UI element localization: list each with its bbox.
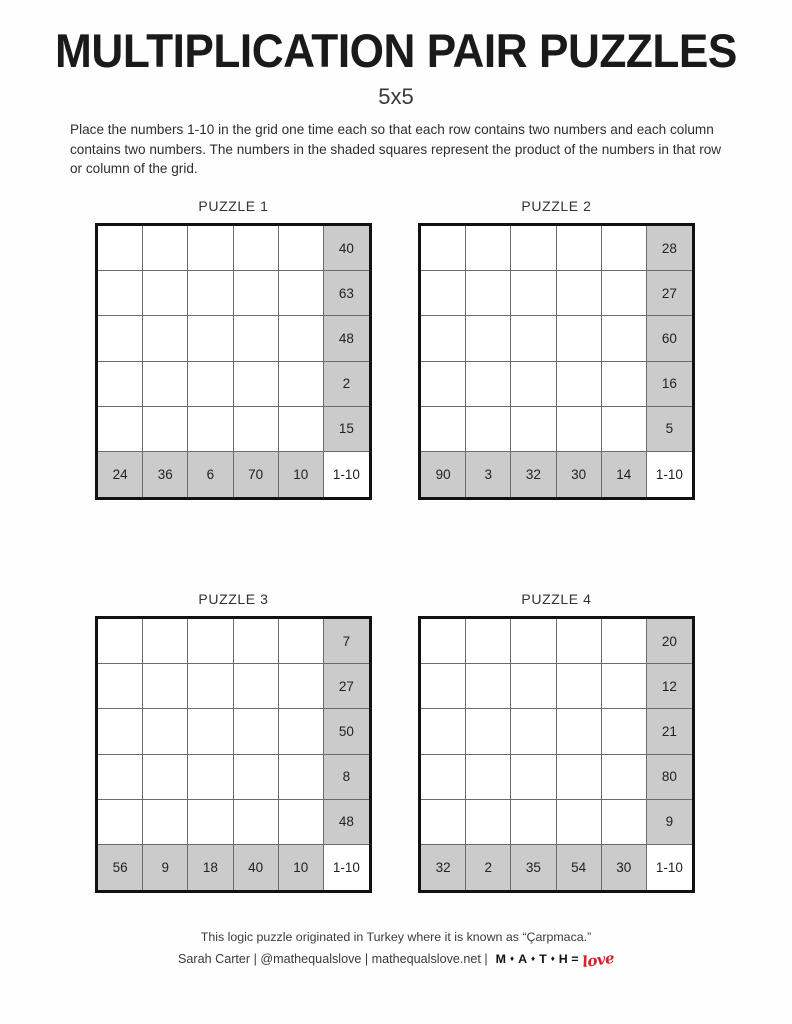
entry-cell[interactable] (602, 271, 647, 316)
entry-cell[interactable] (98, 709, 143, 754)
range-corner-cell: 1-10 (647, 452, 692, 497)
entry-cell[interactable] (279, 619, 324, 664)
puzzle-grid-2[interactable] (418, 223, 695, 500)
column-product-cell: 36 (143, 452, 188, 497)
entry-cell[interactable] (511, 664, 556, 709)
column-product-cell: 30 (602, 845, 647, 890)
column-product-cell: 24 (98, 452, 143, 497)
column-product-cell: 14 (602, 452, 647, 497)
row-product-cell: 20 (647, 619, 692, 664)
entry-cell[interactable] (421, 407, 466, 452)
entry-cell[interactable] (188, 271, 233, 316)
row-product-cell: 63 (324, 271, 369, 316)
entry-cell[interactable] (511, 619, 556, 664)
entry-cell[interactable] (98, 362, 143, 407)
entry-cell[interactable] (602, 619, 647, 664)
row-product-cell: 40 (324, 226, 369, 271)
range-corner-cell: 1-10 (324, 845, 369, 890)
row-product-cell: 27 (324, 664, 369, 709)
entry-cell[interactable] (188, 407, 233, 452)
column-product-cell: 35 (511, 845, 556, 890)
footer-credit-line (0, 948, 792, 972)
entry-cell[interactable] (466, 226, 511, 271)
entry-cell[interactable] (602, 709, 647, 754)
row-product-cell: 2 (324, 362, 369, 407)
column-product-cell: 10 (279, 452, 324, 497)
column-product-cell: 54 (557, 845, 602, 890)
logo-letter-m: M (495, 952, 507, 966)
entry-cell[interactable] (602, 664, 647, 709)
entry-cell[interactable] (557, 271, 602, 316)
entry-cell[interactable] (143, 226, 188, 271)
entry-cell[interactable] (98, 407, 143, 452)
column-product-cell: 70 (234, 452, 279, 497)
entry-cell[interactable] (421, 362, 466, 407)
entry-cell[interactable] (557, 362, 602, 407)
column-product-cell: 18 (188, 845, 233, 890)
entry-cell[interactable] (466, 619, 511, 664)
entry-cell[interactable] (188, 664, 233, 709)
puzzle-label-3: PUZZLE 3 (198, 591, 269, 607)
entry-cell[interactable] (143, 619, 188, 664)
entry-cell[interactable] (421, 316, 466, 361)
entry-cell[interactable] (602, 316, 647, 361)
entry-cell[interactable] (279, 800, 324, 845)
row-product-cell: 16 (647, 362, 692, 407)
entry-cell[interactable] (421, 619, 466, 664)
column-product-cell: 90 (421, 452, 466, 497)
puzzle-grid-1[interactable] (95, 223, 372, 500)
entry-cell[interactable] (602, 800, 647, 845)
entry-cell[interactable] (466, 755, 511, 800)
logo-letter-h: H (558, 952, 569, 966)
row-product-cell: 50 (324, 709, 369, 754)
entry-cell[interactable] (143, 407, 188, 452)
entry-cell[interactable] (279, 362, 324, 407)
row-product-cell: 5 (647, 407, 692, 452)
entry-cell[interactable] (188, 362, 233, 407)
entry-cell[interactable] (234, 709, 279, 754)
column-product-cell: 32 (421, 845, 466, 890)
entry-cell[interactable] (279, 316, 324, 361)
puzzle-block-4 (418, 591, 695, 893)
puzzle-block-2 (418, 198, 695, 500)
entry-cell[interactable] (557, 619, 602, 664)
logo-love-script: love (581, 948, 616, 972)
entry-cell[interactable] (511, 755, 556, 800)
math-equals-love-logo (495, 948, 616, 972)
page-title: MULTIPLICATION PAIR PUZZLES (55, 24, 737, 77)
row-product-cell: 27 (647, 271, 692, 316)
entry-cell[interactable] (602, 226, 647, 271)
entry-cell[interactable] (188, 226, 233, 271)
entry-cell[interactable] (234, 800, 279, 845)
column-product-cell: 6 (188, 452, 233, 497)
entry-cell[interactable] (234, 362, 279, 407)
entry-cell[interactable] (421, 755, 466, 800)
entry-cell[interactable] (143, 800, 188, 845)
column-product-cell: 10 (279, 845, 324, 890)
column-product-cell: 2 (466, 845, 511, 890)
logo-letter-a: A (518, 952, 528, 966)
entry-cell[interactable] (143, 316, 188, 361)
entry-cell[interactable] (421, 664, 466, 709)
logo-equals-sign: = (571, 952, 579, 966)
entry-cell[interactable] (234, 407, 279, 452)
entry-cell[interactable] (188, 619, 233, 664)
diamond-icon: ♦ (531, 953, 536, 963)
puzzle-block-3 (95, 591, 372, 893)
column-product-cell: 32 (511, 452, 556, 497)
entry-cell[interactable] (466, 407, 511, 452)
entry-cell[interactable] (279, 226, 324, 271)
entry-cell[interactable] (98, 271, 143, 316)
entry-cell[interactable] (466, 664, 511, 709)
puzzle-block-1 (95, 198, 372, 500)
row-product-cell: 60 (647, 316, 692, 361)
row-product-cell: 28 (647, 226, 692, 271)
entry-cell[interactable] (421, 800, 466, 845)
footer (0, 930, 792, 972)
entry-cell[interactable] (143, 709, 188, 754)
entry-cell[interactable] (188, 316, 233, 361)
entry-cell[interactable] (557, 407, 602, 452)
entry-cell[interactable] (557, 755, 602, 800)
entry-cell[interactable] (143, 755, 188, 800)
column-product-cell: 3 (466, 452, 511, 497)
range-corner-cell: 1-10 (647, 845, 692, 890)
diamond-icon: ♦ (550, 953, 556, 963)
row-product-cell: 48 (324, 316, 369, 361)
entry-cell[interactable] (602, 755, 647, 800)
entry-cell[interactable] (557, 664, 602, 709)
entry-cell[interactable] (143, 271, 188, 316)
row-product-cell: 80 (647, 755, 692, 800)
puzzle-grid-4[interactable] (418, 616, 695, 893)
entry-cell[interactable] (279, 664, 324, 709)
footer-origin-note: This logic puzzle originated in Turkey where it is known as “Çarpmaca.” (200, 930, 592, 944)
entry-cell[interactable] (98, 800, 143, 845)
entry-cell[interactable] (511, 407, 556, 452)
column-product-cell: 9 (143, 845, 188, 890)
entry-cell[interactable] (466, 800, 511, 845)
entry-cell[interactable] (234, 664, 279, 709)
column-product-cell: 30 (557, 452, 602, 497)
entry-cell[interactable] (421, 709, 466, 754)
entry-cell[interactable] (188, 755, 233, 800)
row-product-cell: 8 (324, 755, 369, 800)
entry-cell[interactable] (421, 226, 466, 271)
page-subtitle: 5x5 (378, 84, 414, 109)
entry-cell[interactable] (511, 362, 556, 407)
entry-cell[interactable] (279, 271, 324, 316)
entry-cell[interactable] (511, 709, 556, 754)
entry-cell[interactable] (234, 619, 279, 664)
entry-cell[interactable] (234, 226, 279, 271)
entry-cell[interactable] (98, 755, 143, 800)
row-product-cell: 21 (647, 709, 692, 754)
entry-cell[interactable] (98, 619, 143, 664)
diamond-icon: ♦ (509, 953, 515, 963)
entry-cell[interactable] (557, 226, 602, 271)
entry-cell[interactable] (557, 709, 602, 754)
entry-cell[interactable] (143, 362, 188, 407)
column-product-cell: 56 (98, 845, 143, 890)
entry-cell[interactable] (602, 407, 647, 452)
row-product-cell: 12 (647, 664, 692, 709)
puzzle-label-1: PUZZLE 1 (198, 198, 269, 214)
entry-cell[interactable] (188, 709, 233, 754)
entry-cell[interactable] (511, 271, 556, 316)
row-product-cell: 15 (324, 407, 369, 452)
entry-cell[interactable] (234, 271, 279, 316)
entry-cell[interactable] (511, 316, 556, 361)
entry-cell[interactable] (234, 316, 279, 361)
puzzle-label-2: PUZZLE 2 (521, 198, 592, 214)
puzzle-label-4: PUZZLE 4 (521, 591, 592, 607)
entry-cell[interactable] (98, 316, 143, 361)
row-product-cell: 7 (324, 619, 369, 664)
entry-cell[interactable] (466, 316, 511, 361)
entry-cell[interactable] (557, 800, 602, 845)
entry-cell[interactable] (421, 271, 466, 316)
entry-cell[interactable] (466, 709, 511, 754)
entry-cell[interactable] (98, 226, 143, 271)
row-product-cell: 9 (647, 800, 692, 845)
entry-cell[interactable] (98, 664, 143, 709)
entry-cell[interactable] (188, 800, 233, 845)
entry-cell[interactable] (234, 755, 279, 800)
entry-cell[interactable] (511, 800, 556, 845)
range-corner-cell: 1-10 (324, 452, 369, 497)
author-credit: Sarah Carter | @mathequalslove | mathequalslove.net | (178, 952, 488, 966)
entry-cell[interactable] (143, 664, 188, 709)
column-product-cell: 40 (234, 845, 279, 890)
entry-cell[interactable] (466, 362, 511, 407)
row-product-cell: 48 (324, 800, 369, 845)
entry-cell[interactable] (602, 362, 647, 407)
instructions-text: Place the numbers 1-10 in the grid one time each so that each row contains two numbers and each column contains two numbers. The numbers in the shaded squares represent the product of the numbers in that row or column of the grid. (70, 122, 722, 177)
puzzle-grid-3[interactable] (95, 616, 372, 893)
entry-cell[interactable] (279, 407, 324, 452)
logo-letter-t: T (539, 952, 548, 966)
entry-cell[interactable] (279, 709, 324, 754)
entry-cell[interactable] (466, 271, 511, 316)
entry-cell[interactable] (557, 316, 602, 361)
entry-cell[interactable] (279, 755, 324, 800)
entry-cell[interactable] (511, 226, 556, 271)
